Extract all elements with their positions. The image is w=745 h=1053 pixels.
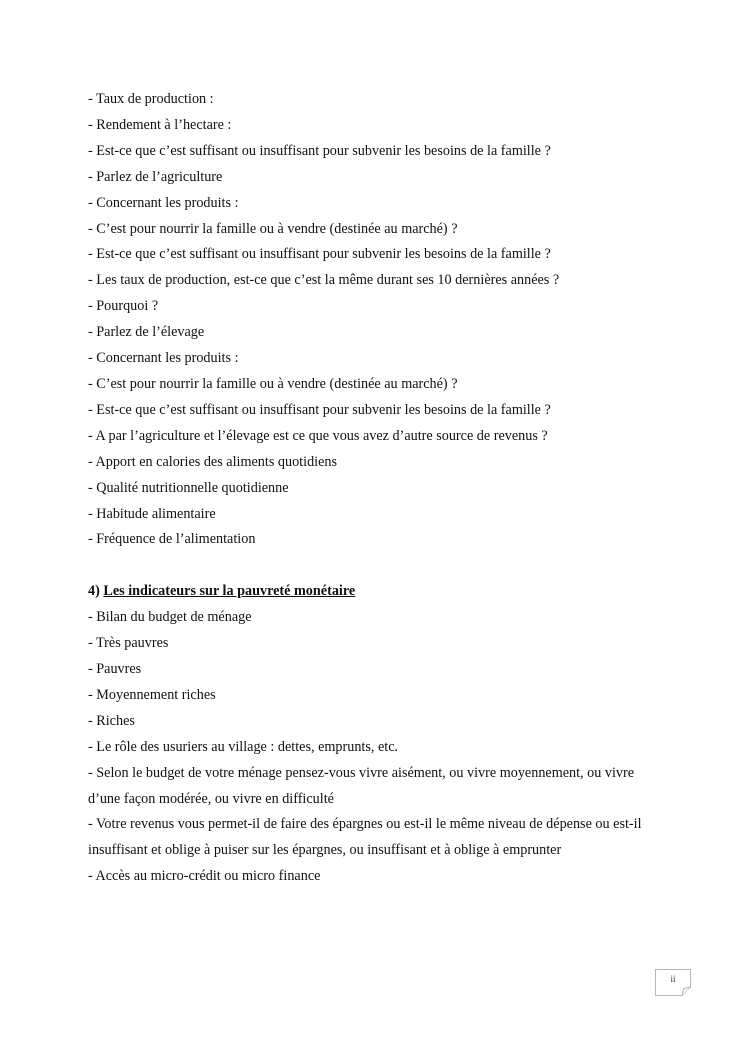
text-line: - Rendement à l’hectare : (88, 116, 232, 133)
text-line: - Est-ce que c’est suffisant ou insuffisant pour subvenir les besoins de la famille ? (88, 246, 551, 263)
section-monetary-poverty (88, 579, 658, 890)
section-title: Les indicateurs sur la pauvreté monétaire (103, 583, 356, 600)
text-line: - Concernant les produits : (88, 350, 239, 367)
section-heading (88, 579, 658, 605)
text-line: - Riches (88, 712, 135, 729)
text-line: - Est-ce que c’est suffisant ou insuffisant pour subvenir les besoins de la famille ? (88, 142, 551, 159)
text-line: - Parlez de l’élevage (88, 324, 205, 341)
document-body (88, 87, 658, 890)
text-line: - Accès au micro-crédit ou micro finance (88, 868, 321, 885)
text-line: - Moyennement riches (88, 686, 216, 703)
text-line: - Habitude alimentaire (88, 505, 216, 522)
text-line: - Bilan du budget de ménage (88, 609, 252, 626)
text-line: - Très pauvres (88, 635, 169, 652)
text-line: - Parlez de l’agriculture (88, 168, 223, 185)
page-number: ii (670, 974, 676, 984)
text-paragraph: - Selon le budget de votre ménage pensez-vous vivre aisément, ou vivre moyennement, ou vivre d’une façon modérée, ou vivre en difficulté (88, 764, 635, 807)
text-line: - Est-ce que c’est suffisant ou insuffisant pour subvenir les besoins de la famille ? (88, 401, 551, 418)
text-line: - Apport en calories des aliments quotidiens (88, 453, 338, 470)
text-line: - A par l’agriculture et l’élevage est ce que vous avez d’autre source de revenus ? (88, 427, 548, 444)
text-line: - Le rôle des usuriers au village : dettes, emprunts, etc. (88, 738, 399, 755)
text-line: - Concernant les produits : (88, 194, 239, 211)
section-food-questions (88, 87, 658, 553)
text-line: - C’est pour nourrir la famille ou à vendre (destinée au marché) ? (88, 375, 458, 392)
text-line: - Qualité nutritionnelle quotidienne (88, 479, 289, 496)
text-line: - Les taux de production, est-ce que c’est la même durant ses 10 dernières années ? (88, 272, 560, 289)
text-line: - Fréquence de l’alimentation (88, 531, 256, 548)
text-line: - Pourquoi ? (88, 298, 159, 315)
text-line: - Pauvres (88, 661, 142, 678)
page-number-box (655, 969, 691, 996)
text-line: - C’est pour nourrir la famille ou à vendre (destinée au marché) ? (88, 220, 458, 237)
text-line: - Taux de production : (88, 91, 214, 107)
section-number: 4) (88, 583, 100, 600)
text-paragraph: - Votre revenus vous permet-il de faire des épargnes ou est-il le même niveau de dépense ou est-il insuffisant et oblige à puiser sur les épargnes, ou insuffisant et à oblige à emprunter (88, 816, 642, 859)
paragraph-spacer (88, 553, 658, 579)
